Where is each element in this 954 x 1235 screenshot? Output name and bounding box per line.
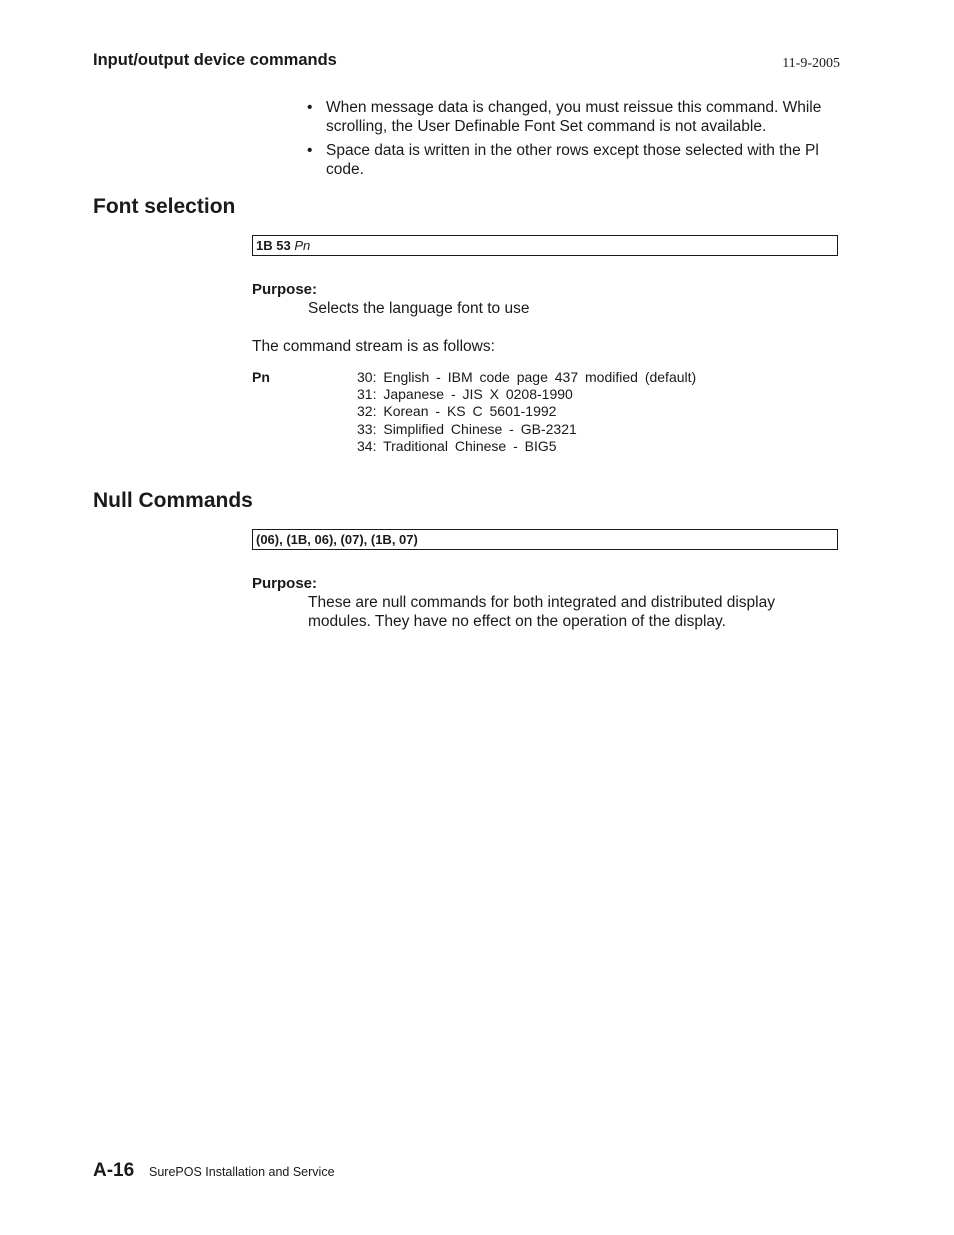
section-heading-null-commands: Null Commands: [93, 489, 253, 512]
list-item: 31: Japanese - JIS X 0208-1990: [357, 386, 573, 403]
running-head: Input/output device commands: [93, 51, 337, 69]
list-item: 33: Simplified Chinese - GB-2321: [357, 420, 577, 437]
parameter-label: Pn: [252, 369, 270, 385]
purpose-text-line: modules. They have no effect on the operation of the display.: [308, 613, 726, 630]
command-parameter: Pn: [294, 238, 311, 253]
bullet-icon: •: [307, 99, 313, 116]
purpose-label: Purpose:: [252, 281, 318, 298]
stream-intro: The command stream is as follows:: [252, 338, 495, 355]
command-code: (06), (1B, 06), (07), (1B, 07): [256, 532, 418, 547]
purpose-text: Selects the language font to use: [308, 300, 530, 317]
bullet-text: When message data is changed, you must reissue this command. While scrolling, the User Definable Font Set command is not available.: [326, 99, 822, 135]
command-syntax-box: [252, 235, 838, 256]
list-item: 32: Korean - KS C 5601-1992: [357, 403, 557, 420]
command-syntax-box: [252, 529, 838, 550]
bullet-icon: •: [307, 142, 313, 159]
bullet-list: [307, 98, 835, 184]
page-number: A-16: [93, 1160, 135, 1181]
command-code: 1B 53: [256, 238, 291, 253]
bullet-text: Space data is written in the other rows except those selected with the Pl code.: [326, 142, 819, 178]
parameter-values: [357, 369, 696, 455]
list-item: 30: English - IBM code page 437 modified (default): [357, 369, 697, 385]
list-item: 34: Traditional Chinese - BIG5: [357, 437, 557, 454]
section-heading-font-selection: Font selection: [93, 195, 236, 218]
purpose-label: Purpose:: [252, 575, 318, 592]
purpose-text-line: These are null commands for both integrated and distributed display: [308, 594, 775, 611]
list-item: [307, 98, 835, 136]
book-title: SurePOS Installation and Service: [149, 1165, 335, 1179]
revision-date: 11-9-2005: [782, 56, 840, 71]
list-item: [307, 141, 835, 179]
